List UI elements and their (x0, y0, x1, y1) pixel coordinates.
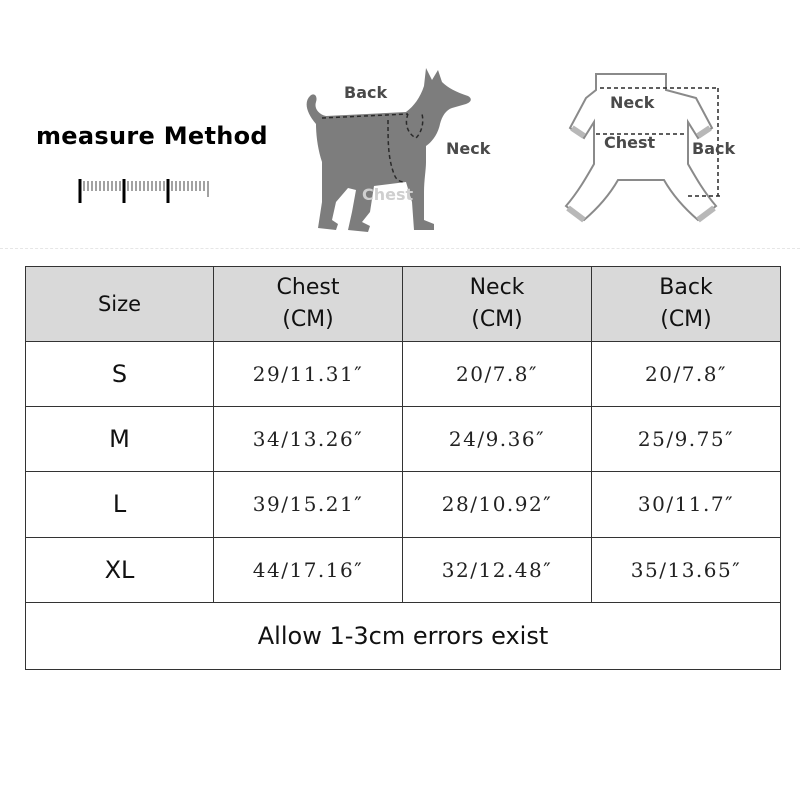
size-cell: M (26, 407, 214, 472)
measure-method-title: measure Method (36, 122, 268, 150)
size-cell: XL (26, 537, 214, 602)
chest-cell: 34/13.26″ (214, 407, 403, 472)
header-chest-unit: (CM) (282, 307, 334, 332)
header-chest-title: Chest (276, 275, 340, 300)
neck-cell: 28/10.92″ (403, 472, 592, 537)
size-chart (25, 266, 780, 670)
back-cell: 20/7.8″ (592, 342, 781, 407)
dog-neck-label: Neck (446, 139, 491, 158)
size-cell: L (26, 472, 214, 537)
dog-back-label: Back (344, 83, 388, 102)
back-cell: 35/13.65″ (592, 537, 781, 602)
table-header-row (26, 267, 781, 342)
ruler-icon (76, 175, 212, 205)
shirt-back-label: Back (692, 139, 736, 158)
header-neck-title: Neck (469, 275, 525, 300)
size-table (25, 266, 781, 670)
neck-cell: 24/9.36″ (403, 407, 592, 472)
divider (0, 248, 800, 249)
table-note-row (26, 602, 781, 669)
shirt-measure-diagram (548, 68, 746, 236)
header-neck-unit: (CM) (471, 307, 523, 332)
shirt-neck-label: Neck (610, 93, 655, 112)
shirt-chest-label: Chest (604, 133, 656, 152)
dog-measure-diagram (296, 62, 508, 240)
table-row (26, 472, 781, 537)
header-size: Size (26, 267, 214, 342)
chest-cell: 44/17.16″ (214, 537, 403, 602)
header-back (592, 267, 781, 342)
table-row (26, 342, 781, 407)
back-cell: 30/11.7″ (592, 472, 781, 537)
chest-cell: 39/15.21″ (214, 472, 403, 537)
neck-cell: 32/12.48″ (403, 537, 592, 602)
dog-chest-label: Chest (362, 185, 414, 204)
header-chest (214, 267, 403, 342)
table-row (26, 537, 781, 602)
chest-cell: 29/11.31″ (214, 342, 403, 407)
back-cell: 25/9.75″ (592, 407, 781, 472)
header-back-title: Back (659, 275, 713, 300)
neck-cell: 20/7.8″ (403, 342, 592, 407)
header-back-unit: (CM) (660, 307, 712, 332)
error-note: Allow 1-3cm errors exist (26, 602, 781, 669)
size-cell: S (26, 342, 214, 407)
table-row (26, 407, 781, 472)
header-neck (403, 267, 592, 342)
